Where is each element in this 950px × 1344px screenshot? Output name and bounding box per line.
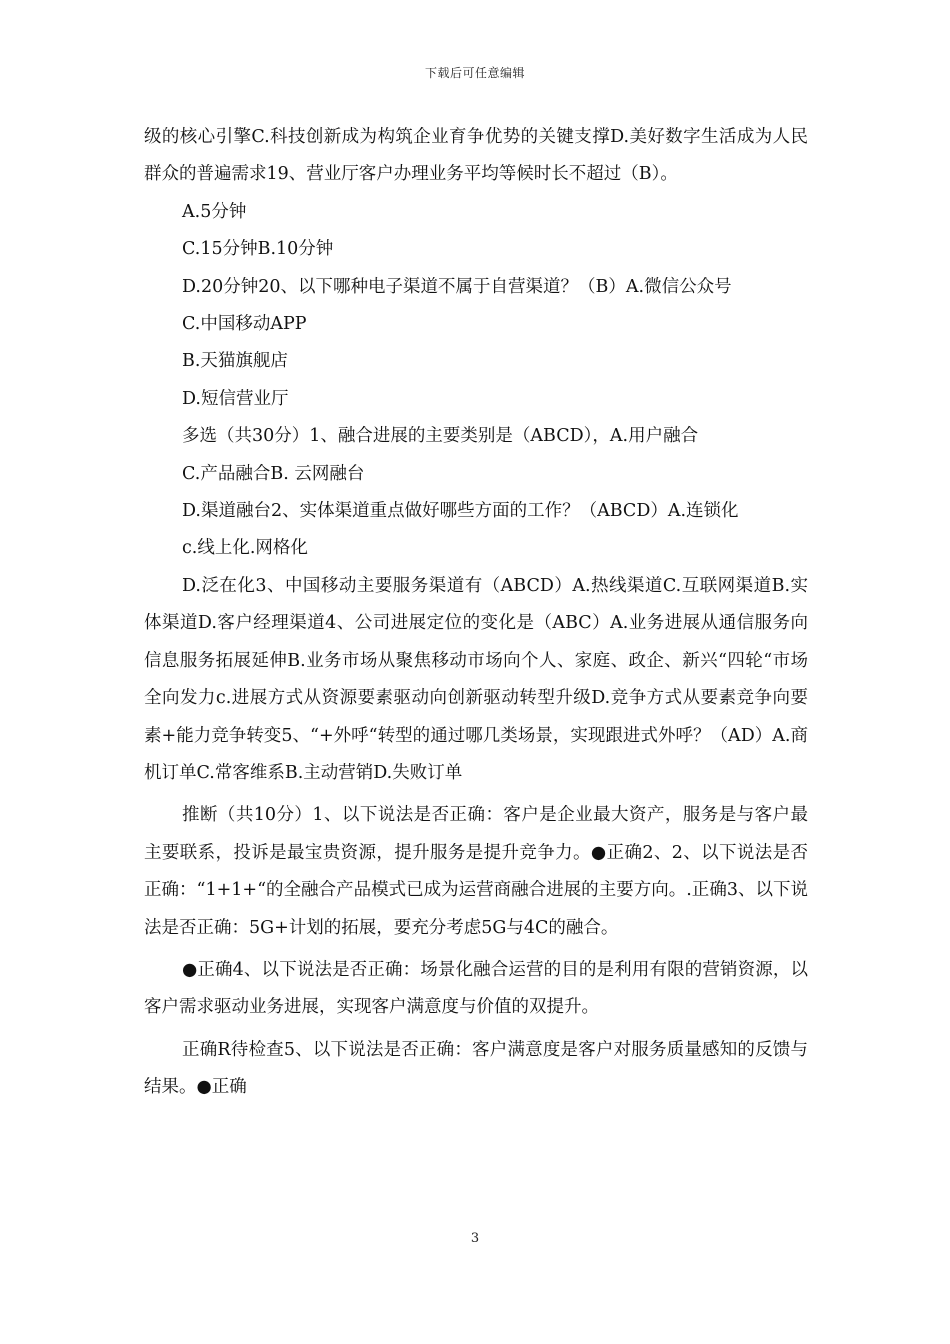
option-line: c.线上化.网格化 [182,538,308,559]
paragraph-continuation: 级的核心引擎C.科技创新成为构筑企业育争优势的关键支撑D.美好数字生活成为人民群众的普遍需求19、营业厅客户办理业务平均等候时长不超过（B）。 [144,127,808,185]
true-false-item: 正确R待检查5、以下说法是否正确：客户满意度是客户对服务质量感知的反馈与结果。●正确 [144,1039,808,1098]
question-line: D.渠道融台2、实体渠道重点做好哪些方面的工作？（ABCD）A.连锁化 [182,501,739,522]
option-line: C.中国移动APP [182,314,307,335]
page-number: 3 [470,1231,480,1246]
true-false-item: ●正确4、以下说法是否正确：场景化融合运营的目的是利用有限的营销资源，以客户需求驱动业务进展，实现客户满意度与价值的双提升。 [144,959,808,1018]
question-block: D.泛在化3、中国移动主要服务渠道有（ABCD）A.热线渠道C.互联网渠道B.实体渠道D.客户经理渠道4、公司进展定位的变化是（ABC）A.业务进展从通信服务向信息服务拓展延伸B.业务市场从聚焦移动市场向个人、家庭、政企、新兴“四轮“市场全向发力c.进展方式从资源要素驱动向创新驱动转型升级D.竞争方式从要素竞争向要素+能力竞争转变5、“+外呼“转型的通过哪几类场景，实现跟进式外呼？（AD）A.商机订单C.常客维系B.主动营销D.失败订单 [144,575,808,783]
section-true-false: 推断（共10分）1、以下说法是否正确：客户是企业最大资产，服务是与客户最主要联系，投诉是最宝贵资源，提升服务是提升竞争力。●正确2、2、以下说法是否正确：“1+1+“的全融合产品模式已成为运营商融合进展的主要方向。.正确3、以下说法是否正确：5G+计划的拓展，要充分考虑5G与4C的融合。 [144,805,808,938]
section-multiple-choice: 多选（共30分）1、融合进展的主要类别是（ABCD），A.用户融合 [182,426,699,447]
option-line: A.5分钟 [182,201,247,222]
option-line: D.短信营业厅 [182,388,289,409]
page-header: 下载后可任意编辑 [424,66,525,80]
option-line: C.产品融合B. 云网融台 [182,463,365,484]
option-line: C.15分钟B.10分钟 [182,239,334,260]
option-line: B.天猫旗舰店 [182,351,288,372]
question-line: D.20分钟20、以下哪种电子渠道不属于自营渠道？（B）A.微信公众号 [182,276,732,297]
document-body [144,119,808,1107]
